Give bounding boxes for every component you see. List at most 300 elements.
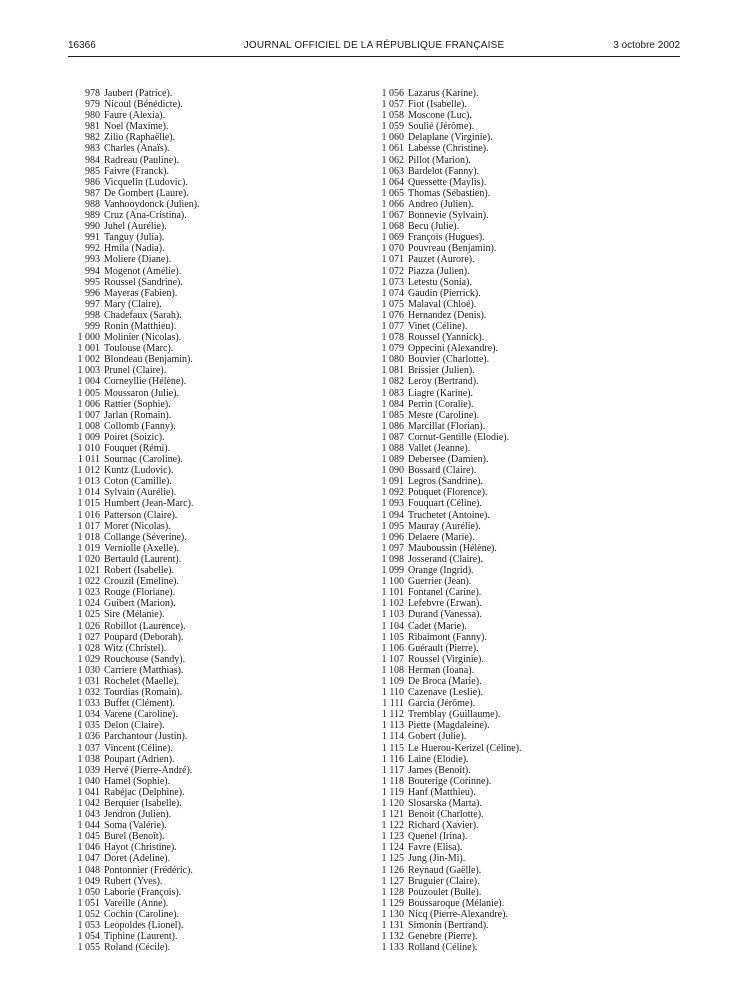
entry-name: Collomb (Fanny). <box>104 420 176 432</box>
entry-name: Liagre (Karine). <box>408 387 473 399</box>
list-item <box>372 410 672 421</box>
list-item <box>372 166 672 177</box>
entry-number: 1 057 <box>381 99 404 111</box>
list-item <box>68 587 328 598</box>
entry-name: Moret (Nicolas). <box>104 520 171 532</box>
list-item <box>372 321 672 332</box>
list-item <box>68 798 328 809</box>
list-item <box>68 88 328 99</box>
list-item <box>372 743 672 754</box>
entry-number: 987 <box>85 187 100 199</box>
entry-name: Ribaimont (Fanny). <box>408 631 487 643</box>
entry-number: 1 110 <box>381 687 404 699</box>
entry-number: 1 055 <box>77 942 100 954</box>
entry-number: 1 117 <box>381 764 404 776</box>
entry-name: James (Benoît). <box>408 764 471 776</box>
entry-name: Berquier (Isabelle). <box>104 798 182 809</box>
entry-name: Tiphine (Laurent). <box>104 931 178 943</box>
list-item <box>372 399 672 410</box>
list-item <box>68 288 328 299</box>
entry-name: Debersee (Damien). <box>408 454 489 466</box>
entry-number: 1 121 <box>381 809 404 821</box>
list-item <box>68 254 328 265</box>
entry-number: 1 086 <box>381 420 404 432</box>
entry-number: 1 023 <box>77 587 100 599</box>
entry-number: 1 081 <box>381 365 404 377</box>
entry-name: Fiot (Isabelle). <box>408 99 467 111</box>
entry-name: Hervé (Pierre-André). <box>104 764 193 776</box>
entry-name: De Gombert (Laure). <box>104 187 189 199</box>
entry-number: 986 <box>85 176 100 188</box>
entry-number: 1 103 <box>381 609 404 621</box>
entry-number: 1 090 <box>381 465 404 477</box>
list-item <box>68 155 328 166</box>
entry-name: Guerrier (Jean). <box>408 576 472 588</box>
entry-name: Piazza (Julien). <box>408 265 470 277</box>
entry-number: 1 104 <box>381 620 404 632</box>
entry-name: Rolland (Céline). <box>408 942 478 954</box>
list-item <box>372 221 672 232</box>
entry-number: 1 097 <box>381 542 404 554</box>
list-item <box>68 643 328 654</box>
list-item <box>68 698 328 709</box>
entry-number: 981 <box>85 121 100 133</box>
entry-name: Orange (Ingrid). <box>408 565 474 577</box>
list-item <box>68 432 328 443</box>
entry-number: 1 082 <box>381 376 404 388</box>
entry-name: De Broca (Marie). <box>408 675 482 687</box>
entry-number: 1 080 <box>381 354 404 366</box>
entry-name: Roussel (Yannick). <box>408 332 485 344</box>
list-item <box>372 365 672 376</box>
entry-name: Radreau (Pauline). <box>104 154 179 166</box>
entry-name: Malaval (Chloé). <box>408 298 477 310</box>
entry-name: Laborie (François). <box>104 886 182 898</box>
entry-name: Letestu (Sonia). <box>408 276 472 288</box>
entry-name: Noel (Maxime). <box>104 121 169 133</box>
list-item <box>372 476 672 487</box>
entry-name: Labesse (Christine). <box>408 143 489 155</box>
list-item <box>68 476 328 487</box>
entry-name: Rouchouse (Sandy). <box>104 653 186 665</box>
entry-name: Delaplane (Virginie). <box>408 132 493 144</box>
list-item <box>372 621 672 632</box>
entry-name: Jendron (Julien). <box>104 809 172 821</box>
entry-name: Vinet (Céline). <box>408 320 468 332</box>
entry-name: Lazarus (Karine). <box>408 88 479 99</box>
entry-number: 1 127 <box>381 875 404 887</box>
entry-name: Verniolle (Axelle). <box>104 542 179 554</box>
entry-number: 1 001 <box>77 343 100 355</box>
entry-name: Reynaud (Gaëlle). <box>408 864 482 876</box>
list-item <box>372 931 672 942</box>
entry-number: 985 <box>85 165 100 177</box>
entry-name: Rochelet (Maelle). <box>104 675 179 687</box>
entry-name: Ronin (Matthieu). <box>104 320 177 332</box>
entry-number: 1 017 <box>77 520 100 532</box>
entry-name: Bossard (Claire). <box>408 465 477 477</box>
list-item <box>372 388 672 399</box>
list-item <box>68 665 328 676</box>
entry-name: Fouquet (Rémi). <box>104 443 171 454</box>
entry-name: Bardelot (Fanny). <box>408 165 480 177</box>
list-item <box>68 765 328 776</box>
list-item <box>68 266 328 277</box>
entry-number: 1 038 <box>77 753 100 765</box>
list-item <box>68 621 328 632</box>
entry-number: 1 093 <box>381 498 404 510</box>
entry-name: Cornut-Gentille (Elodie). <box>408 431 510 443</box>
entry-number: 1 109 <box>381 675 404 687</box>
entry-number: 1 025 <box>77 609 100 621</box>
entry-number: 1 036 <box>77 731 100 743</box>
entry-name: Andreo (Julien). <box>408 198 474 210</box>
entry-number: 1 096 <box>381 531 404 543</box>
list-item <box>68 321 328 332</box>
entry-number: 1 131 <box>381 920 404 932</box>
entry-name: Chadefaux (Sarah). <box>104 309 182 321</box>
list-item <box>372 920 672 931</box>
entry-number: 998 <box>85 309 100 321</box>
list-item <box>372 188 672 199</box>
list-item <box>372 576 672 587</box>
entry-number: 983 <box>85 143 100 155</box>
entry-number: 979 <box>85 99 100 111</box>
list-item <box>68 787 328 798</box>
list-item <box>68 510 328 521</box>
entry-number: 1 083 <box>381 387 404 399</box>
entry-number: 1 047 <box>77 853 100 865</box>
list-item <box>372 232 672 243</box>
entry-number: 1 091 <box>381 476 404 488</box>
entry-number: 1 106 <box>381 642 404 654</box>
entry-name: Soma (Valérie). <box>104 820 167 832</box>
entry-number: 1 026 <box>77 620 100 632</box>
list-item <box>68 887 328 898</box>
entry-name: Pillot (Marion). <box>408 154 471 166</box>
entry-name: Witz (Christel). <box>104 642 167 654</box>
entry-name: François (Hugues). <box>408 232 485 244</box>
entry-name: Soulié (Jérôme). <box>408 121 475 133</box>
entry-number: 1 094 <box>381 509 404 521</box>
list-item <box>68 454 328 465</box>
list-item <box>372 376 672 387</box>
entry-number: 1 101 <box>381 587 404 599</box>
entry-number: 1 114 <box>381 731 404 743</box>
entry-name: Leroy (Bertrand). <box>408 376 479 388</box>
entry-number: 994 <box>85 265 100 277</box>
list-item <box>372 687 672 698</box>
entry-name: Cadet (Marie). <box>408 620 467 632</box>
entry-name: Blondeau (Benjamin). <box>104 354 193 366</box>
entry-name: Gaudin (Pierrick). <box>408 287 481 299</box>
entry-name: Doret (Adeline). <box>104 853 171 865</box>
entry-number: 1 064 <box>381 176 404 188</box>
list-item <box>372 532 672 543</box>
entry-name: Mauray (Aurélie). <box>408 520 481 532</box>
list-item <box>68 609 328 620</box>
list-item <box>68 909 328 920</box>
entry-number: 1 035 <box>77 720 100 732</box>
list-item <box>68 210 328 221</box>
list-item <box>372 609 672 620</box>
entry-name: Quessette (Maylis). <box>408 176 487 188</box>
entry-number: 1 045 <box>77 831 100 843</box>
entry-number: 1 029 <box>77 653 100 665</box>
entry-number: 1 113 <box>381 720 404 732</box>
list-item <box>68 143 328 154</box>
list-item <box>372 99 672 110</box>
list-item <box>372 632 672 643</box>
list-item <box>372 132 672 143</box>
list-item <box>372 709 672 720</box>
entry-name: Buffet (Clément). <box>104 698 175 710</box>
list-item <box>68 898 328 909</box>
entry-number: 1 007 <box>77 409 100 421</box>
entry-name: Jung (Jin-Mi). <box>408 853 466 865</box>
entry-name: Sire (Mélanie). <box>104 609 165 621</box>
entry-number: 1 039 <box>77 764 100 776</box>
entry-number: 1 099 <box>381 565 404 577</box>
entry-number: 1 088 <box>381 443 404 454</box>
list-item <box>372 909 672 920</box>
entry-name: Parchantour (Justin). <box>104 731 188 743</box>
list-item <box>68 842 328 853</box>
entry-name: Boussaroque (Mélanie). <box>408 897 505 909</box>
entry-number: 1 059 <box>381 121 404 133</box>
entry-number: 1 070 <box>381 243 404 255</box>
entry-name: Rattier (Sophie). <box>104 398 171 410</box>
entry-number: 1 027 <box>77 631 100 643</box>
entry-number: 978 <box>85 88 100 99</box>
list-item <box>372 177 672 188</box>
list-item <box>68 443 328 454</box>
entry-name: Vareille (Anne). <box>104 897 169 909</box>
entry-number: 997 <box>85 298 100 310</box>
list-item <box>68 831 328 842</box>
entry-number: 1 040 <box>77 775 100 787</box>
entry-name: Becu (Julie). <box>408 221 460 233</box>
entry-number: 1 130 <box>381 908 404 920</box>
entry-number: 1 071 <box>381 254 404 266</box>
entry-number: 1 060 <box>381 132 404 144</box>
entry-name: Rubert (Yves). <box>104 875 163 887</box>
entry-number: 1 016 <box>77 509 100 521</box>
list-item <box>68 687 328 698</box>
entry-name: Richard (Xavier). <box>408 820 479 832</box>
list-item <box>68 809 328 820</box>
entry-number: 1 119 <box>381 786 404 798</box>
entry-number: 1 034 <box>77 709 100 721</box>
entry-name: Tourdias (Romain). <box>104 687 183 699</box>
entry-number: 1 020 <box>77 553 100 565</box>
list-item <box>372 155 672 166</box>
entry-name: Prunel (Claire). <box>104 365 167 377</box>
entry-name: Le Huerou-Kerizel (Céline). <box>408 742 522 754</box>
entry-name: Bouterige (Corinne). <box>408 775 492 787</box>
list-item <box>68 388 328 399</box>
list-item <box>68 399 328 410</box>
list-item <box>372 421 672 432</box>
list-item <box>372 587 672 598</box>
entry-name: Thomas (Sébastien). <box>408 187 491 199</box>
entry-name: Benoit (Charlotte). <box>408 809 484 821</box>
list-item <box>372 277 672 288</box>
list-item <box>372 865 672 876</box>
entry-number: 1 019 <box>77 542 100 554</box>
entry-number: 1 058 <box>381 110 404 122</box>
entry-name: Piette (Magdaleine). <box>408 720 490 732</box>
entry-name: Bouvier (Charlotte). <box>408 354 490 366</box>
list-item <box>372 521 672 532</box>
entry-name: Bonnevie (Sylvain). <box>408 210 489 222</box>
list-item <box>68 632 328 643</box>
list-item <box>372 243 672 254</box>
list-item <box>372 266 672 277</box>
entry-number: 1 126 <box>381 864 404 876</box>
list-item <box>372 143 672 154</box>
entry-number: 1 004 <box>77 376 100 388</box>
list-item <box>372 842 672 853</box>
entry-name: Herman (Ioana). <box>408 664 475 676</box>
entry-number: 1 133 <box>381 942 404 954</box>
entry-number: 1 089 <box>381 454 404 466</box>
list-item <box>68 676 328 687</box>
entry-name: Zilio (Raphaëlle). <box>104 132 176 144</box>
entry-name: Bertauld (Laurent). <box>104 553 182 565</box>
entry-name: Pouzoulet (Bulle). <box>408 886 482 898</box>
list-item <box>68 820 328 831</box>
entry-number: 1 033 <box>77 698 100 710</box>
list-item <box>68 343 328 354</box>
entry-number: 989 <box>85 210 100 222</box>
entry-name: Oppecini (Alexandre). <box>408 343 498 355</box>
entry-name: Cochin (Caroline). <box>104 908 179 920</box>
list-item <box>372 454 672 465</box>
list-item <box>372 676 672 687</box>
entry-name: Molinier (Nicolas). <box>104 332 182 344</box>
entry-name: Moscone (Luc). <box>408 110 472 122</box>
list-item <box>372 798 672 809</box>
entry-name: Sournac (Caroline). <box>104 454 183 466</box>
list-item <box>372 432 672 443</box>
list-item <box>372 898 672 909</box>
entry-name: Bruguier (Claire). <box>408 875 480 887</box>
entry-number: 1 051 <box>77 897 100 909</box>
entry-name: Lefebvre (Erwan). <box>408 598 482 610</box>
entry-name: Marcillat (Florian). <box>408 420 486 432</box>
entry-name: Hayot (Christine). <box>104 842 177 854</box>
entry-number: 1 032 <box>77 687 100 699</box>
list-item <box>372 121 672 132</box>
entry-number: 1 024 <box>77 598 100 610</box>
entry-name: Durand (Vanessa). <box>408 609 482 621</box>
entry-name: Poiret (Soizic). <box>104 431 165 443</box>
entry-number: 1 068 <box>381 221 404 233</box>
entry-name: Hamel (Sophie). <box>104 775 171 787</box>
entry-number: 1 108 <box>381 664 404 676</box>
list-item <box>68 931 328 942</box>
entry-number: 1 069 <box>381 232 404 244</box>
entry-name: Kuntz (Ludovic). <box>104 465 174 477</box>
entry-name: Perrin (Coralie). <box>408 398 474 410</box>
entry-number: 1 022 <box>77 576 100 588</box>
entry-name: Moussaron (Julie). <box>104 387 179 399</box>
entry-number: 1 018 <box>77 531 100 543</box>
entry-number: 1 124 <box>381 842 404 854</box>
entry-name: Coton (Camille). <box>104 476 172 488</box>
list-item <box>372 765 672 776</box>
entry-name: Mary (Claire). <box>104 298 162 310</box>
entry-name: Cazenave (Leslie). <box>408 687 483 699</box>
entry-number: 1 115 <box>381 742 404 754</box>
entry-number: 1 000 <box>77 332 100 344</box>
entry-number: 1 095 <box>381 520 404 532</box>
list-item <box>68 554 328 565</box>
list-item <box>68 310 328 321</box>
entry-number: 1 050 <box>77 886 100 898</box>
list-item <box>372 820 672 831</box>
entry-name: Hernandez (Denis). <box>408 309 487 321</box>
entry-number: 1 075 <box>381 298 404 310</box>
list-item <box>68 354 328 365</box>
entry-name: Truchetet (Antoine). <box>408 509 490 521</box>
entry-name: Garcia (Jérôme). <box>408 698 476 710</box>
entry-number: 1 010 <box>77 443 100 454</box>
list-item <box>68 487 328 498</box>
entry-name: Moliere (Diane). <box>104 254 172 266</box>
list-item <box>68 598 328 609</box>
entry-name: Vincent (Céline). <box>104 742 173 754</box>
list-item <box>372 299 672 310</box>
entry-number: 1 077 <box>381 320 404 332</box>
entry-number: 1 056 <box>381 88 404 99</box>
entry-name: Burel (Benoît). <box>104 831 165 843</box>
entry-number: 1 112 <box>381 709 404 721</box>
entry-name: Rouge (Floriane). <box>104 587 176 599</box>
list-item <box>68 576 328 587</box>
header-rule <box>68 56 680 57</box>
list-item <box>68 498 328 509</box>
entry-number: 1 054 <box>77 931 100 943</box>
list-item <box>372 288 672 299</box>
entry-name: Toulouse (Marc). <box>104 343 174 355</box>
entry-number: 1 030 <box>77 664 100 676</box>
list-item <box>372 754 672 765</box>
entry-name: Rabéjac (Delphine). <box>104 786 185 798</box>
entry-name: Robert (Isabelle). <box>104 565 174 577</box>
entry-name: Juhel (Aurélie). <box>104 221 167 233</box>
page-header <box>0 0 748 60</box>
entry-number: 1 067 <box>381 210 404 222</box>
list-item <box>372 254 672 265</box>
entry-number: 1 123 <box>381 831 404 843</box>
entry-number: 1 066 <box>381 198 404 210</box>
entry-name: Sylvain (Aurélie). <box>104 487 177 499</box>
entry-number: 1 048 <box>77 864 100 876</box>
list-item <box>372 776 672 787</box>
list-item <box>372 310 672 321</box>
entry-name: Delon (Claire). <box>104 720 165 732</box>
entry-name: Gobert (Julie). <box>408 731 467 743</box>
entry-name: Legros (Sandrine). <box>408 476 483 488</box>
entry-number: 1 012 <box>77 465 100 477</box>
list-item <box>68 199 328 210</box>
entry-number: 1 028 <box>77 642 100 654</box>
list-item <box>372 199 672 210</box>
entry-name: Brissier (Julien). <box>408 365 475 377</box>
entry-name: Leopoldes (Lionel). <box>104 920 184 932</box>
